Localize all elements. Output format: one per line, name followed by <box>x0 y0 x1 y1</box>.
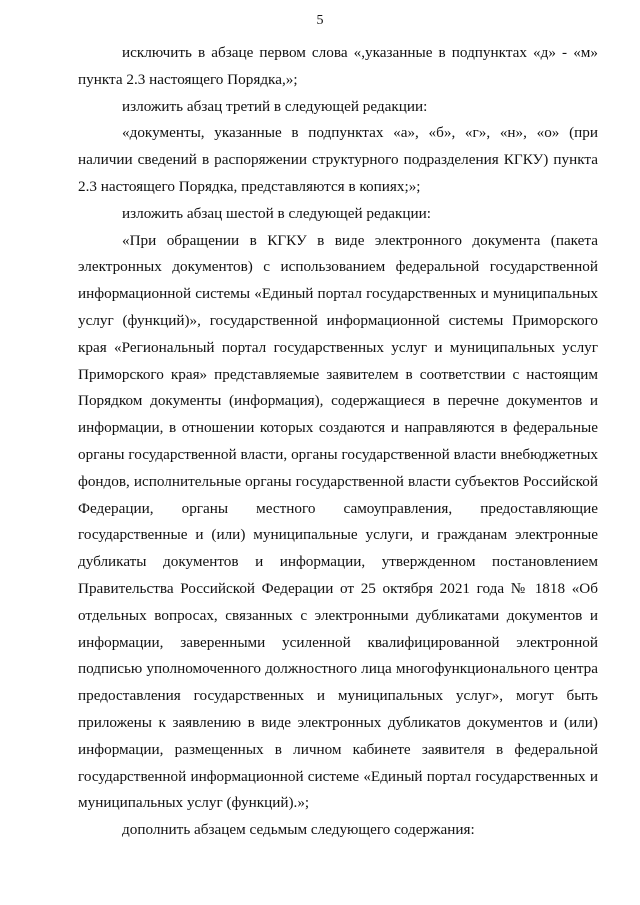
paragraph-documents-copies: «документы, указанные в подпунктах «а», «б», «г», «н», «о» (при наличии сведений в распоряжении структурного подразделения КГКУ) пункта 2.3 настоящего Порядка, представляются в копиях;»; <box>78 124 598 195</box>
paragraph-instruction-seventh: дополнить абзацем седьмым следующего содержания: <box>122 821 475 839</box>
paragraph-exclude-words: исключить в абзаце первом слова «,указанные в подпунктах «д» - «м» пункта 2.3 настоящего Порядка,»; <box>78 44 598 88</box>
paragraph-instruction-third: изложить абзац третий в следующей редакции: <box>122 97 428 115</box>
paragraph-electronic-submission: «При обращении в КГКУ в виде электронного документа (пакета электронных документов) с использованием федеральной государственной информационной системы «Единый портал государственных и муниципальных услуг (функций)», государственной информационной системы Приморского края «Региональный портал государственных услуг и муниципальных услуг Приморского края» представляемые заявителем в соответствии с настоящим Порядком документы (информация), содержащиеся в перечне документов и информации, в отношении которых создаются и направляются в федеральные органы государственной власти, органы государственной власти внебюджетных фондов, исполнительные органы государственной власти субъектов Российской Федерации, органы местного самоуправления, предоставляющие государственные и (или) муниципальные услуги, и гражданам электронные дубликаты документов и информации, утвержденном постановлением Правительства Российской Федерации от 25 октября 2021 года № 1818 «Об отдельных вопросах, связанных с электронными дубликатами документов и информации, заверенными усиленной квалифицированной электронной подписью уполномоченного должностного лица многофункционального центра предоставления государственных и муниципальных услуг», могут быть приложены к заявлению в виде электронных дубликатов документов и (или) информации, размещенных в личном кабинете заявителя в федеральной государственной информационной системе «Единый портал государственных и муниципальных услуг (функций).»; <box>78 231 598 812</box>
page-number: 5 <box>316 13 324 28</box>
paragraph-instruction-sixth: изложить абзац шестой в следующей редакции: <box>122 204 431 222</box>
document-body <box>78 40 598 844</box>
